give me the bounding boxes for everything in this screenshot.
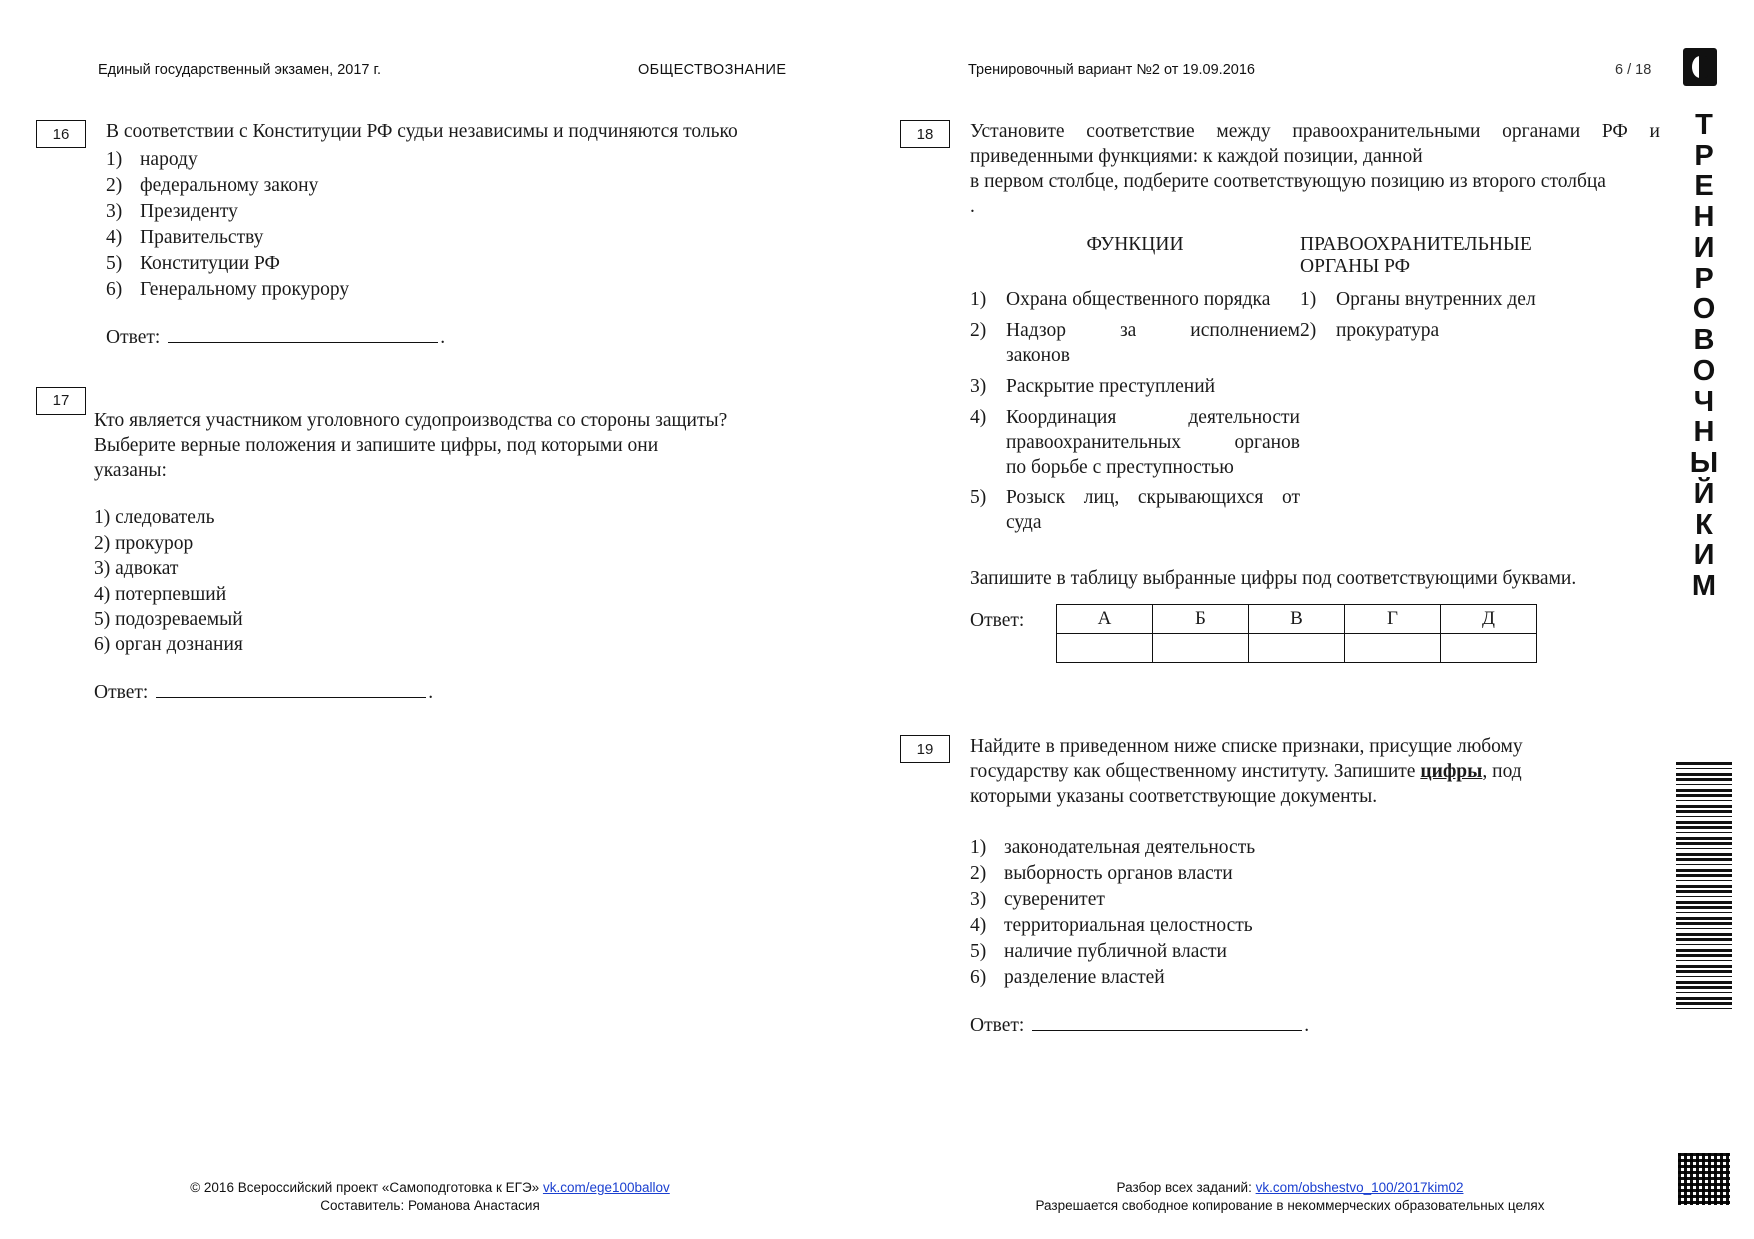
list-item — [106, 148, 796, 173]
list-item — [970, 888, 1660, 913]
match-headers — [970, 234, 1660, 278]
option-marker: 3) — [970, 889, 987, 911]
table-header-cell: В — [1249, 605, 1345, 634]
task-17-answer — [94, 680, 796, 706]
match-lists — [970, 288, 1660, 543]
option-text: Правительству — [140, 226, 264, 248]
answer-dot: . — [1304, 1014, 1310, 1036]
option-marker: 1) — [970, 288, 987, 310]
answer-label: Ответ: — [94, 681, 149, 703]
answer-input[interactable] — [156, 680, 426, 698]
option-marker: 2) — [1300, 319, 1317, 341]
right-column — [900, 120, 1660, 1049]
vertical-title-char: И — [1693, 231, 1715, 264]
task-16-prompt: В соответствии с Конституции РФ судьи независимы и подчиняются только — [106, 121, 738, 142]
footer-left-link[interactable]: vk.com/ege100ballov — [542, 1179, 670, 1195]
list-item — [970, 966, 1660, 991]
option-marker: 4) — [970, 915, 987, 937]
option-text: Президенту — [140, 200, 238, 222]
list-item — [1300, 288, 1600, 313]
task-18-prompt-line1: Установите соответствие между правоохранительными органами РФ и — [970, 121, 1660, 142]
option-text: Охрана общественного порядка — [1006, 288, 1271, 310]
option-text: законодательная деятельность — [1004, 837, 1256, 859]
footer-left-line2: Составитель: Романова Анастасия — [320, 1197, 540, 1213]
list-item: 1) следователь — [94, 507, 215, 529]
exam-logo-icon — [1683, 48, 1717, 86]
vertical-title-char: О — [1692, 354, 1716, 387]
option-text-line2: суда — [1006, 512, 1042, 534]
task-16 — [36, 120, 796, 351]
answer-cell[interactable] — [1345, 634, 1441, 663]
vertical-title-char: И — [1693, 539, 1715, 572]
footer-left-text: © 2016 Всероссийский проект «Самоподготовка к ЕГЭ» — [190, 1179, 543, 1195]
list-item: 3) адвокат — [94, 558, 179, 580]
vertical-title-char: Т — [1695, 109, 1713, 141]
match-header-organs-line2: ОРГАНЫ РФ — [1300, 255, 1411, 277]
task-19-answer — [970, 1013, 1660, 1039]
table-header-cell: Г — [1345, 605, 1441, 634]
option-text — [1006, 319, 1300, 369]
list-item — [970, 406, 1300, 481]
functions-list — [970, 288, 1300, 543]
option-text-line2: законов — [1006, 344, 1070, 366]
answer-label: Ответ: — [106, 326, 161, 348]
answer-cell[interactable] — [1441, 634, 1537, 663]
list-item — [1300, 319, 1600, 344]
match-header-organs-line1: ПРАВООХРАНИТЕЛЬНЫЕ — [1300, 233, 1532, 255]
answer-cell[interactable] — [1153, 634, 1249, 663]
list-item — [970, 288, 1300, 313]
option-marker: 1) — [106, 148, 123, 170]
table-row — [1057, 634, 1537, 663]
vertical-title-char: Р — [1694, 262, 1714, 295]
task-19-prompt-line2-c: , под — [1482, 761, 1522, 783]
answer-input[interactable] — [168, 325, 438, 343]
option-text: Генеральному прокурору — [140, 278, 350, 300]
option-marker: 2) — [106, 174, 123, 196]
qr-code-icon — [1678, 1153, 1730, 1205]
list-item — [106, 200, 796, 225]
list-item — [970, 862, 1660, 887]
vertical-title-char: Н — [1693, 201, 1715, 234]
match-header-functions: ФУНКЦИИ — [1086, 233, 1184, 255]
vertical-title-char: Р — [1694, 139, 1714, 172]
answer-cell[interactable] — [1057, 634, 1153, 663]
footer-left — [150, 1179, 710, 1215]
task-17-prompt-line2: Выберите верные положения и запишите цифры, под которыми они — [94, 434, 659, 456]
answer-dot: . — [440, 326, 446, 348]
option-text-line2: правоохранительных органов — [1006, 431, 1300, 453]
option-text: разделение властей — [1004, 967, 1165, 989]
option-text: народу — [140, 148, 198, 170]
option-text-line3: по борьбе с преступностью — [1006, 456, 1234, 478]
task-17-number: 17 — [36, 387, 86, 415]
option-text: федеральному закону — [140, 174, 319, 196]
list-item: 4) потерпевший — [94, 583, 227, 605]
option-text-line1: Розыск лиц, скрывающихся от — [1006, 487, 1300, 509]
list-item: 5) подозреваемый — [94, 608, 243, 630]
match-header-organs — [1300, 234, 1600, 278]
task-17-options — [94, 505, 796, 657]
footer-right — [930, 1179, 1650, 1215]
task-19-number: 19 — [900, 735, 950, 763]
table-row — [1057, 605, 1537, 634]
footer-right-line1 — [930, 1179, 1650, 1197]
table-header-cell: Б — [1153, 605, 1249, 634]
task-19-prompt-line2-a: государству как общественному институту. Запишите — [970, 761, 1421, 783]
task-16-number: 16 — [36, 120, 86, 148]
option-text: Раскрытие преступлений — [1006, 375, 1216, 397]
option-marker: 2) — [970, 863, 987, 885]
option-marker: 3) — [970, 375, 987, 397]
option-text — [1006, 406, 1300, 481]
list-item — [106, 226, 796, 251]
vertical-title-char: М — [1691, 570, 1717, 603]
vertical-title-char: В — [1693, 324, 1715, 357]
task-18-prompt-line4: . — [970, 195, 975, 217]
vertical-title-char: Й — [1693, 477, 1715, 510]
option-marker: 1) — [1300, 288, 1317, 310]
list-item — [970, 940, 1660, 965]
option-marker: 5) — [106, 252, 123, 274]
list-item — [106, 174, 796, 199]
option-text: Органы внутренних дел — [1336, 288, 1536, 310]
option-marker: 1) — [970, 837, 987, 859]
task-19-prompt-line1: Найдите в приведенном ниже списке признаки, присущие любому — [970, 736, 1523, 758]
task-19-emphasis: цифры — [1420, 761, 1483, 783]
barcode-icon — [1676, 762, 1732, 1012]
option-text: наличие публичной власти — [1004, 941, 1227, 963]
option-marker: 6) — [106, 278, 123, 300]
task-19-prompt-line3: которыми указаны соответствующие документы. — [970, 786, 1378, 808]
option-marker: 6) — [970, 967, 987, 989]
answer-label: Ответ: — [970, 1014, 1025, 1036]
task-18-answer-table-wrap — [970, 604, 1660, 663]
option-text-line1: Координация деятельности — [1006, 406, 1300, 428]
option-text: выборность органов власти — [1004, 863, 1233, 885]
option-text-line1: Надзор за исполнением — [1006, 319, 1300, 341]
option-marker: 2) — [970, 319, 987, 341]
table-header-cell: Д — [1441, 605, 1537, 634]
header-variant: Тренировочный вариант №2 от 19.09.2016 — [968, 62, 1255, 78]
task-18-instruction: Запишите в таблицу выбранные цифры под соответствующими буквами. — [970, 568, 1577, 590]
table-header-cell: А — [1057, 605, 1153, 634]
answer-cell[interactable] — [1249, 634, 1345, 663]
list-item — [106, 252, 796, 277]
task-19 — [900, 735, 1660, 1039]
list-item — [970, 486, 1300, 536]
option-text: Конституции РФ — [140, 252, 280, 274]
option-marker: 5) — [970, 941, 987, 963]
task-17-prompt-line3: указаны: — [94, 459, 167, 481]
vertical-title-char: Ы — [1689, 447, 1719, 480]
task-17 — [36, 387, 796, 706]
option-text: прокуратура — [1336, 319, 1440, 341]
list-item — [970, 836, 1660, 861]
option-text — [1006, 486, 1300, 536]
option-marker: 4) — [970, 406, 987, 428]
header-page-number: 6 / 18 — [1615, 62, 1652, 78]
task-16-answer — [106, 325, 796, 351]
option-marker: 3) — [106, 200, 123, 222]
task-18-prompt-line2: приведенными функциями: к каждой позиции, данной — [970, 145, 1423, 167]
organs-list — [1300, 288, 1600, 543]
task-18-prompt-line3: в первом столбце, подберите соответствующую позицию из второго столбца — [970, 170, 1606, 192]
header-subject: ОБЩЕСТВОЗНАНИЕ — [638, 62, 787, 78]
header-left-text: Единый государственный экзамен, 2017 г. — [98, 62, 382, 78]
answer-dot: . — [428, 681, 434, 703]
answer-label: Ответ: — [970, 610, 1025, 632]
task-19-prompt-line2 — [970, 760, 1660, 785]
list-item: 6) орган дознания — [94, 634, 243, 656]
vertical-title-char: Е — [1694, 170, 1714, 203]
list-item — [970, 914, 1660, 939]
vertical-title-char: К — [1695, 508, 1713, 541]
task-19-options — [970, 836, 1660, 991]
option-marker: 4) — [106, 226, 123, 248]
task-16-options — [106, 148, 796, 303]
option-marker: 5) — [970, 487, 987, 509]
answer-table — [1056, 604, 1537, 663]
list-item: 2) прокурор — [94, 532, 194, 554]
task-18-number: 18 — [900, 120, 950, 148]
option-text: суверенитет — [1004, 889, 1105, 911]
task-17-prompt-line1: Кто является участником уголовного судопроизводства со стороны защиты? — [94, 409, 728, 431]
answer-input[interactable] — [1032, 1013, 1302, 1031]
task-18 — [900, 120, 1660, 663]
footer-left-line1 — [150, 1179, 710, 1197]
footer-right-line2: Разрешается свободное копирование в некоммерческих образовательных целях — [1035, 1197, 1545, 1213]
list-item — [970, 319, 1300, 369]
list-item — [970, 375, 1300, 400]
footer-right-link[interactable]: vk.com/obshestvo_100/2017kim02 — [1255, 1179, 1464, 1195]
option-text: территориальная целостность — [1004, 915, 1253, 937]
vertical-title-char: Ч — [1693, 385, 1715, 418]
vertical-title — [1678, 110, 1730, 602]
vertical-title-char: О — [1692, 293, 1716, 326]
left-column — [36, 120, 796, 716]
list-item — [106, 278, 796, 303]
vertical-title-char: Н — [1693, 416, 1715, 449]
footer-right-text: Разбор всех заданий: — [1116, 1179, 1256, 1195]
